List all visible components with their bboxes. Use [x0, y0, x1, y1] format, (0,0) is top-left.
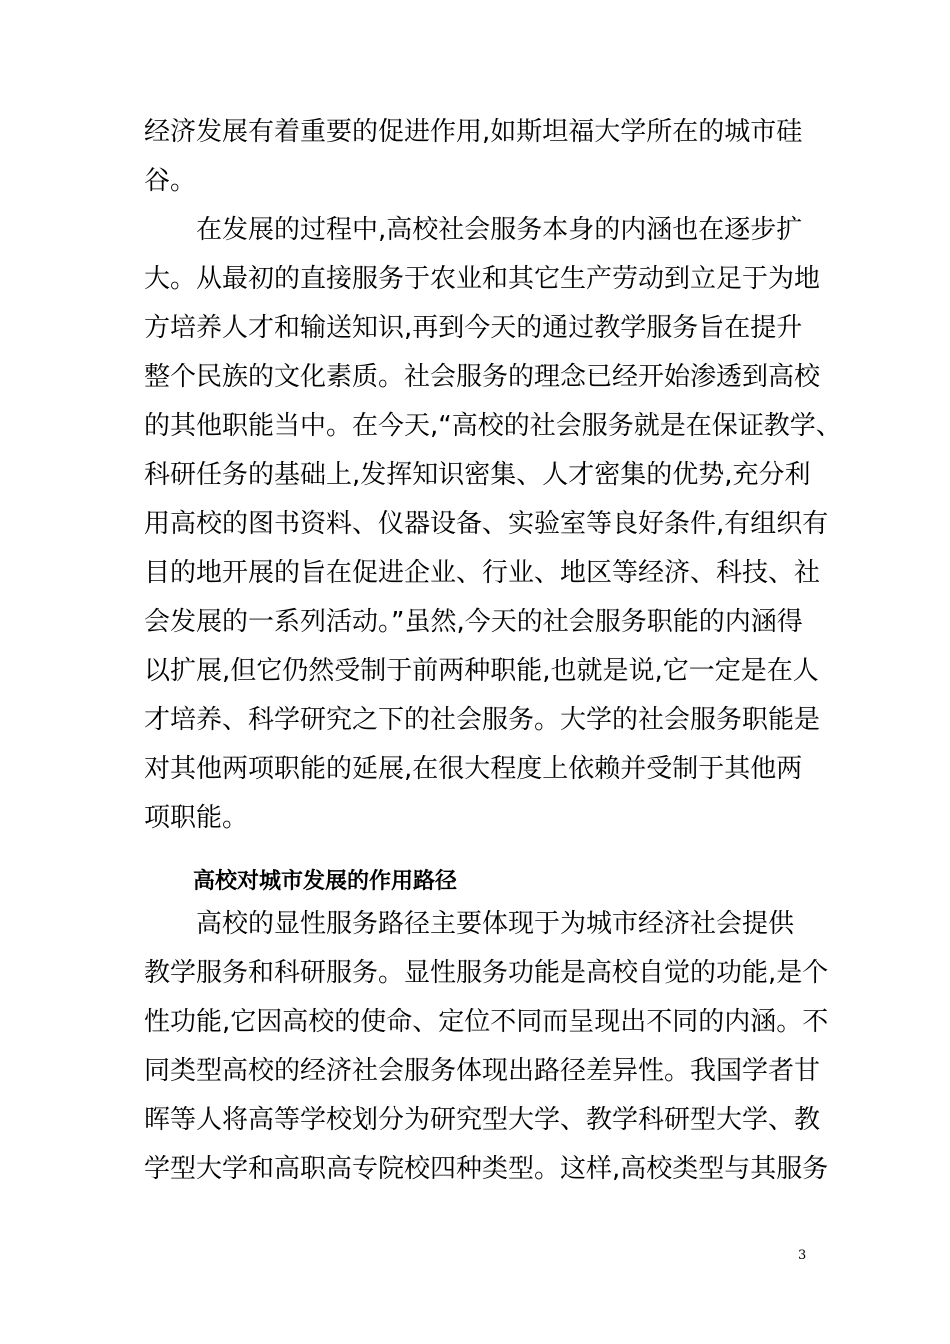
text-line: 经济发展有着重要的促进作用,如斯坦福大学所在的城市硅	[144, 117, 803, 147]
text-line: 会发展的一系列活动。”虽然,今天的社会服务职能的内涵得	[144, 607, 803, 637]
text-line: 用高校的图书资料、仪器设备、实验室等良好条件,有组织有	[144, 509, 829, 539]
text-line: 的其他职能当中。在今天,“高校的社会服务就是在保证教学、	[144, 411, 842, 441]
text-line: 对其他两项职能的延展,在很大程度上依赖并受制于其他两	[144, 754, 803, 784]
text-line: 高校的显性服务路径主要体现于为城市经济社会提供	[144, 909, 795, 939]
text-line: 方培养人才和输送知识,再到今天的通过教学服务旨在提升	[144, 313, 803, 343]
text-line: 谷。	[144, 166, 197, 196]
text-line: 大。从最初的直接服务于农业和其它生产劳动到立足于为地	[144, 264, 821, 294]
section-heading: 高校对城市发展的作用路径	[193, 869, 458, 894]
text-line: 科研任务的基础上,发挥知识密集、人才密集的优势,充分利	[144, 460, 811, 490]
text-line: 晖等人将高等学校划分为研究型大学、教学科研型大学、教	[144, 1105, 821, 1135]
text-line: 才培养、科学研究之下的社会服务。大学的社会服务职能是	[144, 705, 821, 735]
text-line: 目的地开展的旨在促进企业、行业、地区等经济、科技、社	[144, 558, 821, 588]
text-line: 性功能,它因高校的使命、定位不同而呈现出不同的内涵。不	[144, 1007, 829, 1037]
text-line: 学型大学和高职高专院校四种类型。这样,高校类型与其服务	[144, 1154, 829, 1184]
text-line: 在发展的过程中,高校社会服务本身的内涵也在逐步扩	[144, 215, 803, 245]
text-line: 整个民族的文化素质。社会服务的理念已经开始渗透到高校	[144, 362, 821, 392]
text-line: 同类型高校的经济社会服务体现出路径差异性。我国学者甘	[144, 1056, 821, 1086]
text-line: 以扩展,但它仍然受制于前两种职能,也就是说,它一定是在人	[144, 656, 819, 686]
text-line: 项职能。	[144, 803, 249, 833]
page-number: 3	[798, 1248, 807, 1263]
text-line: 教学服务和科研服务。显性服务功能是高校自觉的功能,是个	[144, 958, 829, 988]
